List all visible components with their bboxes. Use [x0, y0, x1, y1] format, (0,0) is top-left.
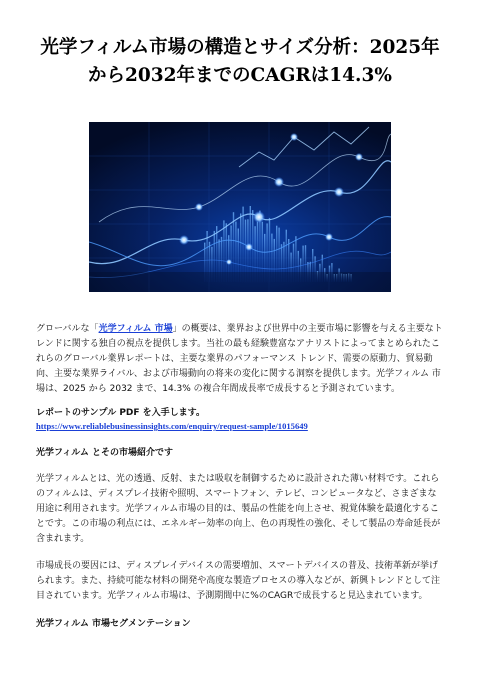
financial-chart-image: [89, 122, 391, 292]
section-heading-segmentation: 光学フィルム 市場セグメンテーション: [36, 619, 191, 629]
title-line-1: 光学フィルム市場の構造とサイズ分析：2025年: [40, 37, 440, 58]
intro-paragraph: [36, 322, 444, 397]
introduction-paragraph-2: 市場成長の要因には、ディスプレイデバイスの需要増加、スマートデバイスの普及、技術革新が挙げられます。また、持続可能な材料の開発や高度な製造プロセスの導入などが、新興トレンドとして注目されています。光学フィルム市場は、予測期間中に%のCAGRで成長すると見込まれています。: [36, 561, 441, 601]
intro-before-link: グローバルな「: [36, 324, 99, 334]
market-link[interactable]: 光学フィルム 市場: [98, 324, 173, 334]
document-title: [36, 0, 444, 90]
sample-request-link[interactable]: https://www.reliablebusinessinsights.com/enquiry/request-sample/1015649: [36, 421, 308, 431]
sample-heading: レポートのサンプル PDF を入手します。: [36, 408, 205, 418]
title-line-2: から2032年までのCAGRは14.3%: [88, 65, 392, 86]
section-heading-introduction: 光学フィルム とその市場紹介です: [36, 448, 174, 458]
introduction-paragraph-1: 光学フィルムとは、光の透過、反射、または吸収を制御するために設計された薄い材料です。これらのフィルムは、ディスプレイ技術や照明、スマートフォン、テレビ、コンピュータなど、さまざまな用途に利用されます。光学フィルム市場の目的は、製品の性能を向上させ、視覚体験を最適化することです。この市場の利点には、エネルギー効率の向上、色の再現性の強化、そして製品の寿命延長が含まれます。: [36, 474, 441, 544]
intro-after-link: 」の概要は、業界および世界中の主要市場に影響を与える主要なトレンドに関する独自の視点を提供します。当社の最も経験豊富なアナリストによってまとめられたこれらのグローバル業界レポートは、主要な業界のパフォーマンス トレンド、需要の原動力、貿易動向、主要な業界ライバル、および市場動向の将来の変化に関する洞察を提供します。光学フィルム 市場は、2025 から 2032 まで、14.3% の複合年間成長率で成長すると予測されています。: [36, 324, 443, 394]
